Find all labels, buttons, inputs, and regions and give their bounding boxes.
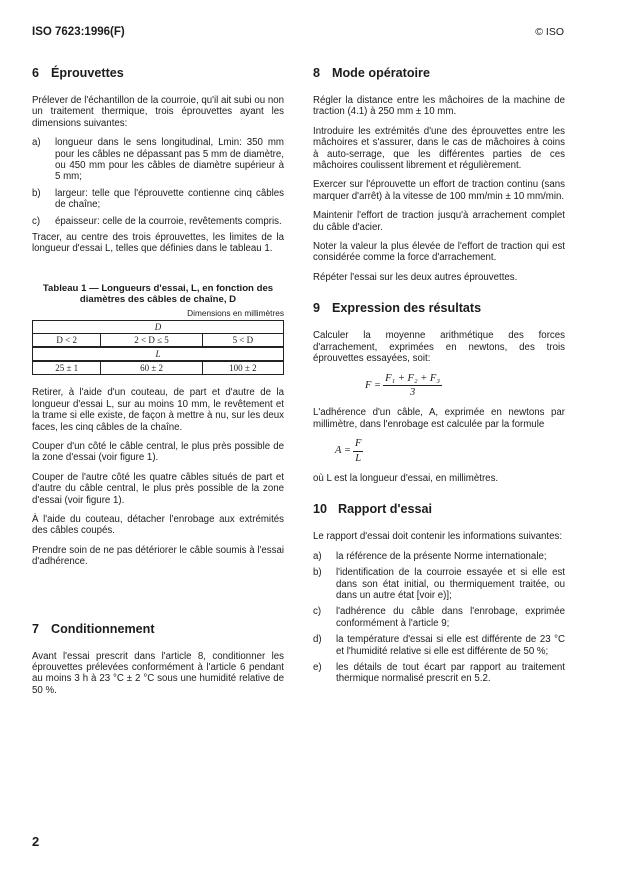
- paragraph: Prélever de l'échantillon de la courroie, qu'il ait subi ou non un traitement thermique, trois éprouvettes ayant les dimensions suivantes:: [32, 95, 284, 129]
- formula-fraction: [383, 373, 442, 399]
- copyright-mark: © ISO: [535, 26, 564, 38]
- section-title: Rapport d'essai: [338, 502, 432, 517]
- formula-lhs: F =: [365, 379, 382, 391]
- table-row: [33, 321, 284, 334]
- standard-reference: ISO 7623:1996(F): [32, 26, 125, 38]
- paragraph: Prendre soin de ne pas détériorer le câble soumis à l'essai d'adhérence.: [32, 544, 284, 568]
- list-item: [313, 662, 565, 685]
- paragraph: Maintenir l'effort de traction jusqu'à arrachement complet du câble d'acier.: [313, 210, 565, 233]
- list-item: [313, 634, 565, 657]
- paragraph: Calculer la moyenne arithmétique des forces d'arrachement, exprimées en newtons, des trois éprouvettes essayées, soit:: [313, 330, 565, 365]
- list-label: a): [32, 137, 41, 149]
- list-item: [313, 551, 565, 562]
- list-text: épaisseur: celle de la courroie, revêtements compris.: [55, 215, 282, 227]
- formula-numerator: F₁ + F₂ + F₃: [383, 373, 442, 386]
- section-number: 7: [32, 621, 40, 636]
- list-item: [32, 188, 284, 211]
- formula-denominator: L: [355, 452, 362, 464]
- section-number: 9: [313, 301, 321, 316]
- list-text: les détails de tout écart par rapport au traitement thermique normalisé prescrit en 5.2.: [336, 662, 565, 685]
- section-10-heading: [313, 502, 565, 516]
- list-item: [313, 567, 565, 601]
- list-label: b): [32, 187, 41, 199]
- paragraph: À l'aide du couteau, détacher l'enrobage aux extrémités des câbles coupés.: [32, 513, 284, 537]
- paragraph: L'adhérence d'un câble, A, exprimée en newtons par millimètre, dans l'enrobage est calculée par la formule: [313, 407, 565, 430]
- table-header-cell: D: [33, 321, 284, 334]
- paragraph: Introduire les extrémités d'une des éprouvettes entre les mâchoires et s'assurer, dans le cas de mâchoires à coins à auto-serrage, que les différentes parties de ces mâchoires coulissent librement et régulièrement.: [313, 125, 565, 172]
- table-unit-note: Dimensions en millimètres: [187, 307, 284, 318]
- section-number: 10: [313, 502, 328, 517]
- paragraph: Couper de l'autre côté les quatre câbles situés de part et d'autre du câble central, le plus près possible de la zone d'essai (voir figure 1).: [32, 471, 284, 506]
- left-column: [32, 66, 284, 704]
- section-6-heading: [32, 66, 284, 80]
- list-label: c): [313, 606, 322, 618]
- table-caption: Tableau 1 — Longueurs d'essai, L, en fonction des diamètres des câbles de chaîne, D: [42, 282, 274, 306]
- formula-lhs: A =: [335, 445, 351, 457]
- section-title: Conditionnement: [51, 621, 155, 636]
- formula-numerator: F: [353, 438, 363, 451]
- table-cell: 25 ± 1: [33, 361, 101, 375]
- list-item: [32, 137, 284, 183]
- mean-force-formula: [365, 373, 565, 399]
- table-row: [33, 347, 284, 361]
- paragraph: Tracer, au centre des trois éprouvettes, les limites de la longueur d'essai L, telles que définies dans le tableau 1.: [32, 232, 284, 255]
- section-number: 8: [313, 66, 321, 80]
- table-cell: 100 ± 2: [202, 361, 283, 375]
- section-title: Expression des résultats: [332, 301, 482, 316]
- table-row: [33, 334, 284, 348]
- adhesion-formula: [335, 438, 565, 464]
- table-cell: 2 < D ≤ 5: [101, 334, 202, 348]
- formula-denominator: 3: [409, 386, 416, 398]
- list-label: a): [313, 550, 322, 562]
- section-7-heading: [32, 622, 284, 636]
- list-text: l'adhérence du câble dans l'enrobage, exprimée conformément à l'article 9;: [336, 606, 565, 629]
- paragraph: Noter la valeur la plus élevée de l'effort de traction qui est considérée comme la force d'arrachement.: [313, 241, 565, 264]
- paragraph: Avant l'essai prescrit dans l'article 8, conditionner les éprouvettes prélevées conformément à l'article 6 pendant au moins 3 h à 23 °C ± 2 °C sous une humidité relative de 50 %.: [32, 650, 284, 696]
- list-text: largeur: telle que l'éprouvette contienne cinq câbles de chaîne;: [55, 187, 284, 211]
- section-number: 6: [32, 66, 40, 80]
- paragraph: Régler la distance entre les mâchoires de la machine de traction (4.1) à 250 mm ± 10 mm.: [313, 95, 565, 118]
- list-text: la température d'essai si elle est différente de 23 °C et l'humidité relative si elle est différente de 50 %;: [336, 634, 565, 657]
- list-text: l'identification de la courroie essayée et si elle est dans son état initial, ou thermiquement traitée, ou dans un autre état [voir e)];: [336, 567, 565, 601]
- right-column: [313, 66, 565, 690]
- paragraph: Le rapport d'essai doit contenir les informations suivantes:: [313, 531, 563, 543]
- table-row: [33, 361, 284, 375]
- list-label: d): [313, 634, 322, 646]
- table-header-cell: L: [33, 347, 284, 361]
- table-cell: 60 ± 2: [101, 361, 202, 375]
- list-text: longueur dans le sens longitudinal, Lmin: 350 mm pour les câbles ne dépassant pas 5 mm de diamètre, ou 450 mm pour les câbles de diamètre supérieur à 5 mm;: [55, 137, 284, 183]
- list-label: c): [32, 215, 41, 227]
- paragraph: Exercer sur l'éprouvette un effort de traction continu (sans marquer d'arrêt) à la vitesse de 100 mm/min ± 10 mm/min.: [313, 179, 565, 202]
- page-number: 2: [32, 834, 40, 849]
- list-label: e): [313, 662, 322, 673]
- section-9-heading: [313, 301, 565, 315]
- list-label: b): [313, 567, 322, 579]
- paragraph: Couper d'un côté le câble central, le plus près possible de la zone d'essai (voir figure 1).: [32, 440, 284, 464]
- paragraph: où L est la longueur d'essai, en millimètres.: [313, 472, 499, 484]
- list-item: [313, 606, 565, 629]
- list-item: [32, 216, 284, 227]
- table-cell: D < 2: [33, 334, 101, 348]
- formula-fraction: [353, 438, 363, 464]
- length-table: [32, 320, 284, 375]
- paragraph: Retirer, à l'aide d'un couteau, de part et d'autre de la longueur d'essai L, sur au moins 10 mm, le revêtement et la trame si elle existe, de façon à mettre à nu, sur les deux faces, les cinq câbles de la chaîne.: [32, 387, 284, 433]
- section-title: Éprouvettes: [51, 66, 124, 80]
- table-cell: 5 < D: [202, 334, 283, 348]
- section-title: Mode opératoire: [332, 66, 430, 80]
- section-8-heading: [313, 66, 565, 80]
- list-text: la référence de la présente Norme internationale;: [336, 550, 547, 562]
- paragraph: Répéter l'essai sur les deux autres éprouvettes.: [313, 271, 518, 283]
